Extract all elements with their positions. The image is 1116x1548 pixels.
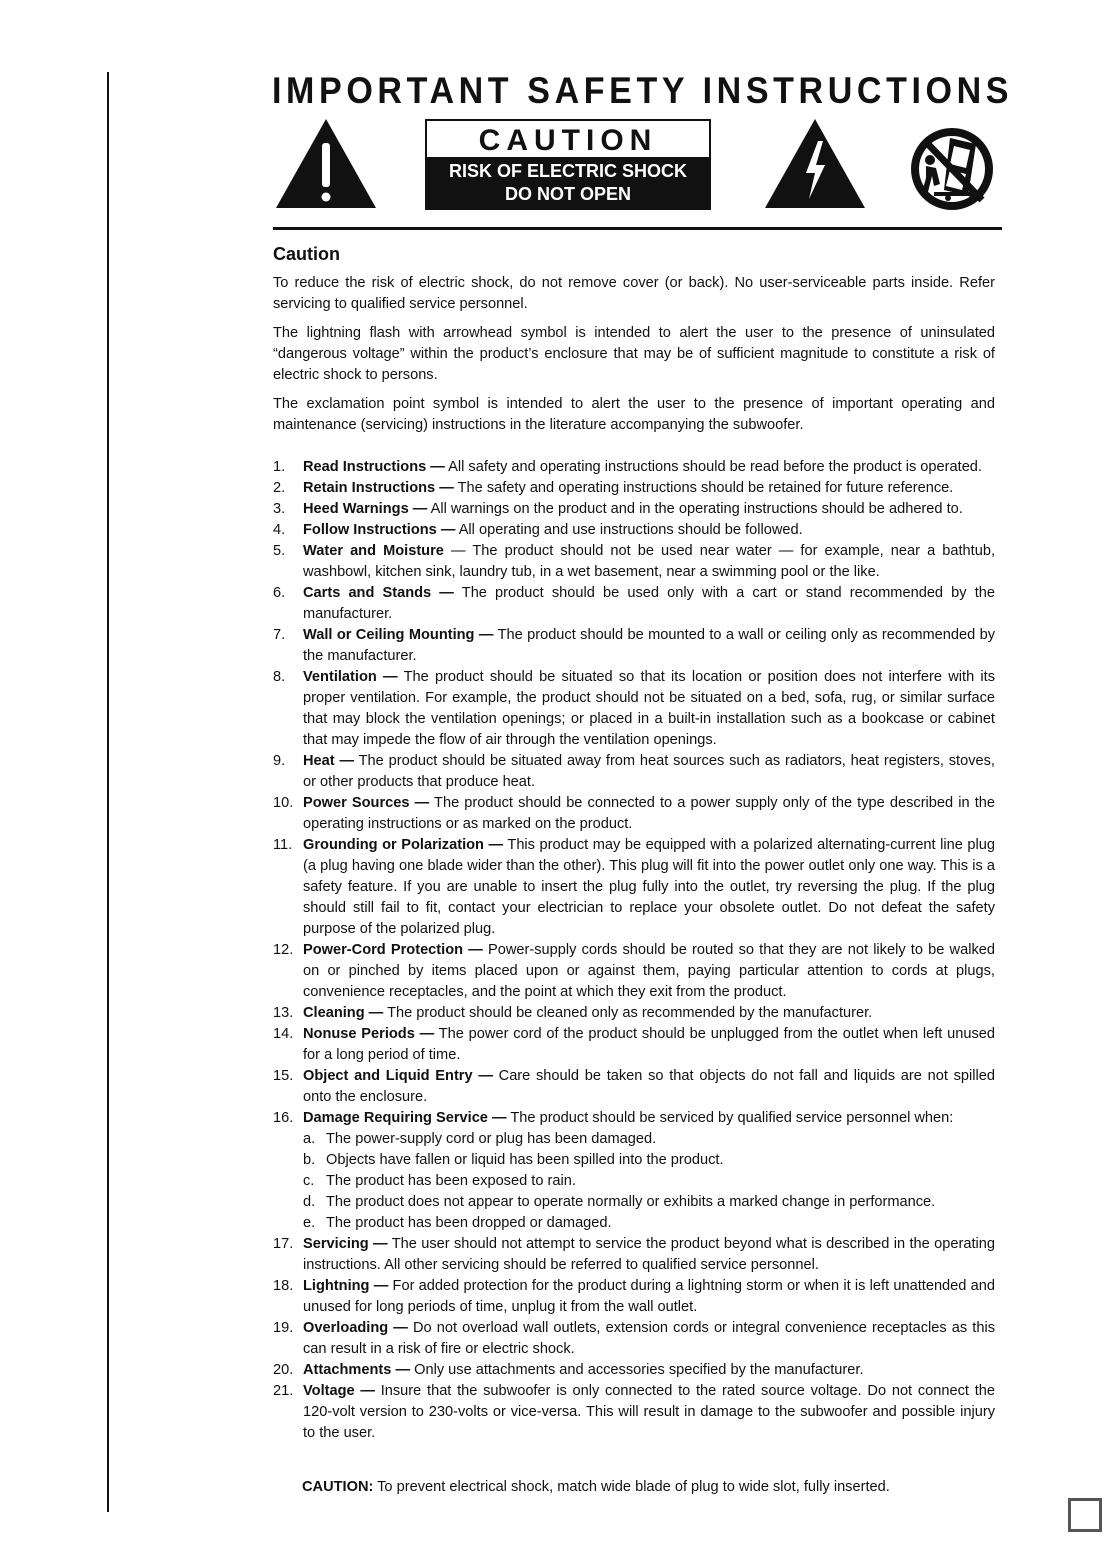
instruction-item xyxy=(273,835,995,940)
instruction-title: Grounding or Polarization — xyxy=(303,837,504,853)
instruction-number: 16. xyxy=(273,1110,294,1126)
instruction-item xyxy=(273,1360,995,1381)
caution-warning-band xyxy=(427,157,709,208)
instruction-item xyxy=(273,457,995,478)
caution-paragraph: The exclamation point symbol is intended to alert the user to the presence of important operating and maintenance (servicing) instructions in the literature accompanying the subwoofer. xyxy=(273,396,995,433)
instruction-text: For added protection for the product during a lightning storm or when it is left unattended and unused for long periods of time, unplug it from the wall outlet. xyxy=(303,1278,995,1315)
instruction-text: This product may be equipped with a polarized alternating-current line plug (a plug having one blade wider than the other). This plug will fit into the power outlet only one way. This is a safety feature. If you are unable to insert the plug fully into the outlet, try reversing the plug. If the plug should still fail to fit, contact your electrician to replace your obsolete outlet. Do not defeat the safety purpose of the polarized plug. xyxy=(303,837,996,937)
caution-word: CAUTION xyxy=(478,124,658,157)
sub-item-text: Objects have fallen or liquid has been spilled into the product. xyxy=(326,1152,724,1168)
instruction-sub-item xyxy=(303,1150,995,1171)
footer-caution xyxy=(302,1477,1002,1498)
instruction-item xyxy=(273,1276,995,1318)
instruction-text: Power-supply cords should be routed so that they are not likely to be walked on or pinched by items placed upon or against them, paying particular attention to cords at plugs, convenience receptacles, and the point at which they exit from the product. xyxy=(303,942,995,1000)
sub-item-text: The product has been exposed to rain. xyxy=(326,1173,576,1189)
instruction-number: 20. xyxy=(273,1362,294,1378)
footer-caution-text: To prevent electrical shock, match wide blade of plug to wide slot, fully inserted. xyxy=(377,1479,890,1495)
instruction-number: 17. xyxy=(273,1236,294,1252)
instruction-item xyxy=(273,1066,995,1108)
caution-heading: Caution xyxy=(273,244,340,264)
instruction-text: The product should be mounted to a wall or ceiling only as recommended by the manufacturer. xyxy=(303,627,995,664)
instruction-number: 13. xyxy=(273,1005,294,1021)
instruction-item xyxy=(273,667,995,751)
header-divider xyxy=(273,227,1002,230)
instruction-item xyxy=(273,1003,995,1024)
instruction-number: 14. xyxy=(273,1026,294,1042)
caution-paragraph: The lightning flash with arrowhead symbol is intended to alert the user to the presence of uninsulated “dangerous voltage” within the product’s enclosure that may be of sufficient magnitude to constitute a risk of electric shock to persons. xyxy=(273,325,995,383)
safety-instruction-list xyxy=(273,457,995,1444)
instruction-sub-item xyxy=(303,1129,995,1150)
instruction-title: Overloading — xyxy=(303,1320,408,1336)
instruction-item xyxy=(273,583,995,625)
instruction-item xyxy=(273,541,995,583)
page-margin-rule xyxy=(107,72,109,1512)
instruction-title: Water and Moisture xyxy=(303,543,444,559)
instruction-text: All warnings on the product and in the operating instructions should be adhered to. xyxy=(430,501,963,517)
instruction-number: 2. xyxy=(273,480,286,496)
instruction-number: 5. xyxy=(273,543,286,559)
caution-line-1: RISK OF ELECTRIC SHOCK xyxy=(448,161,687,181)
instruction-title: Wall or Ceiling Mounting — xyxy=(303,627,494,643)
exclamation-triangle-icon xyxy=(274,117,378,210)
instruction-title: Lightning — xyxy=(303,1278,389,1294)
instruction-title: Nonuse Periods — xyxy=(303,1026,435,1042)
instruction-title: Power-Cord Protection — xyxy=(303,942,483,958)
instruction-title: Damage Requiring Service — xyxy=(303,1110,507,1126)
instruction-number: 6. xyxy=(273,585,286,601)
instruction-title: Attachments — xyxy=(303,1362,411,1378)
instruction-item xyxy=(273,478,995,499)
instruction-item xyxy=(273,625,995,667)
instruction-title: Heat — xyxy=(303,753,355,769)
page-corner-box xyxy=(1068,1498,1102,1532)
caution-label xyxy=(425,119,711,210)
sub-item-text: The power-supply cord or plug has been damaged. xyxy=(326,1131,657,1147)
instruction-title: Retain Instructions — xyxy=(303,480,454,496)
sub-item-letter: d. xyxy=(303,1194,316,1210)
instruction-number: 11. xyxy=(273,837,293,853)
instruction-title: Read Instructions — xyxy=(303,459,445,475)
instruction-item xyxy=(273,1381,995,1444)
instruction-text: Only use attachments and accessories specified by the manufacturer. xyxy=(414,1362,864,1378)
instruction-sub-item xyxy=(303,1192,995,1213)
instruction-number: 18. xyxy=(273,1278,294,1294)
instruction-number: 10. xyxy=(273,795,294,811)
instruction-text: The safety and operating instructions should be retained for future reference. xyxy=(457,480,954,496)
instruction-number: 15. xyxy=(273,1068,294,1084)
instruction-text: The power cord of the product should be unplugged from the outlet when left unused for a long period of time. xyxy=(303,1026,995,1063)
instruction-title: Object and Liquid Entry — xyxy=(303,1068,493,1084)
instruction-number: 4. xyxy=(273,522,286,538)
footer-caution-label: CAUTION: xyxy=(302,1479,374,1495)
instruction-text: Insure that the subwoofer is only connected to the rated source voltage. Do not connect the 120-volt version to 230-volts or vice-versa. This will result in damage to the subwoofer and possible injury to the user. xyxy=(303,1383,995,1441)
instruction-item xyxy=(273,520,995,541)
caution-intro xyxy=(273,273,995,444)
instruction-number: 19. xyxy=(273,1320,294,1336)
instruction-text: The user should not attempt to service the product beyond what is described in the operating instructions. All other servicing should be referred to qualified service personnel. xyxy=(303,1236,995,1273)
sub-item-text: The product has been dropped or damaged. xyxy=(326,1215,612,1231)
sub-item-text: The product does not appear to operate normally or exhibits a marked change in performance. xyxy=(326,1194,936,1210)
instruction-title: Power Sources — xyxy=(303,795,430,811)
instruction-text: The product should be used only with a cart or stand recommended by the manufacturer. xyxy=(303,585,996,622)
instruction-item xyxy=(273,751,995,793)
instruction-text: The product should be situated away from heat sources such as radiators, heat registers, stoves, or other products that produce heat. xyxy=(303,753,995,790)
instruction-text: The product should be situated so that its location or position does not interfere with its proper ventilation. For example, the product should not be situated on a bed, sofa, rug, or similar surface that may block the ventilation openings; or placed in a built-in installation such as a bookcase or cabinet that may impede the flow of air through the ventilation openings. xyxy=(303,669,995,748)
instruction-title: Follow Instructions — xyxy=(303,522,456,538)
instruction-item xyxy=(273,499,995,520)
instruction-item xyxy=(273,1318,995,1360)
lightning-triangle-icon xyxy=(763,117,867,210)
instruction-number: 3. xyxy=(273,501,286,517)
sub-item-letter: e. xyxy=(303,1215,316,1231)
sub-item-letter: b. xyxy=(303,1152,316,1168)
cart-tipover-icon xyxy=(904,126,1000,212)
instruction-item xyxy=(273,1024,995,1066)
instruction-title: Ventilation — xyxy=(303,669,398,685)
instruction-text: The product should be connected to a power supply only of the type described in the operating instructions or as marked on the product. xyxy=(303,795,995,832)
instruction-number: 21. xyxy=(273,1383,294,1399)
instruction-title: Voltage — xyxy=(303,1383,375,1399)
instruction-text: — The product should not be used near water — for example, near a bathtub, washbowl, kitchen sink, laundry tub, in a wet basement, near a swimming pool or the like. xyxy=(303,543,995,580)
instruction-item xyxy=(273,793,995,835)
instruction-title: Cleaning — xyxy=(303,1005,384,1021)
instruction-number: 7. xyxy=(273,627,286,643)
caution-line-2: DO NOT OPEN xyxy=(504,184,631,204)
instruction-item xyxy=(273,1108,995,1234)
instruction-title: Servicing — xyxy=(303,1236,388,1252)
instruction-text: The product should be serviced by qualified service personnel when: xyxy=(510,1110,954,1126)
page-title: IMPORTANT SAFETY INSTRUCTIONS xyxy=(272,70,1014,111)
instruction-sub-item xyxy=(303,1213,995,1234)
instruction-text: Do not overload wall outlets, extension cords or integral convenience receptacles as this can result in a risk of fire or electric shock. xyxy=(303,1320,995,1357)
instruction-number: 1. xyxy=(273,459,286,475)
instruction-item xyxy=(273,1234,995,1276)
instruction-text: All safety and operating instructions should be read before the product is operated. xyxy=(448,459,982,475)
instruction-item xyxy=(273,940,995,1003)
instruction-number: 12. xyxy=(273,942,294,958)
caution-paragraph: To reduce the risk of electric shock, do not remove cover (or back). No user-serviceable parts inside. Refer servicing to qualified service personnel. xyxy=(273,275,995,312)
sub-item-letter: a. xyxy=(303,1131,316,1147)
instruction-text: Care should be taken so that objects do not fall and liquids are not spilled onto the enclosure. xyxy=(303,1068,995,1105)
instruction-title: Carts and Stands — xyxy=(303,585,454,601)
sub-item-letter: c. xyxy=(303,1173,315,1189)
instruction-text: All operating and use instructions should be followed. xyxy=(458,522,803,538)
instruction-number: 8. xyxy=(273,669,286,685)
instruction-number: 9. xyxy=(273,753,286,769)
instruction-sub-list xyxy=(303,1129,995,1234)
instruction-title: Heed Warnings — xyxy=(303,501,428,517)
instruction-text: The product should be cleaned only as recommended by the manufacturer. xyxy=(387,1005,873,1021)
instruction-sub-item xyxy=(303,1171,995,1192)
